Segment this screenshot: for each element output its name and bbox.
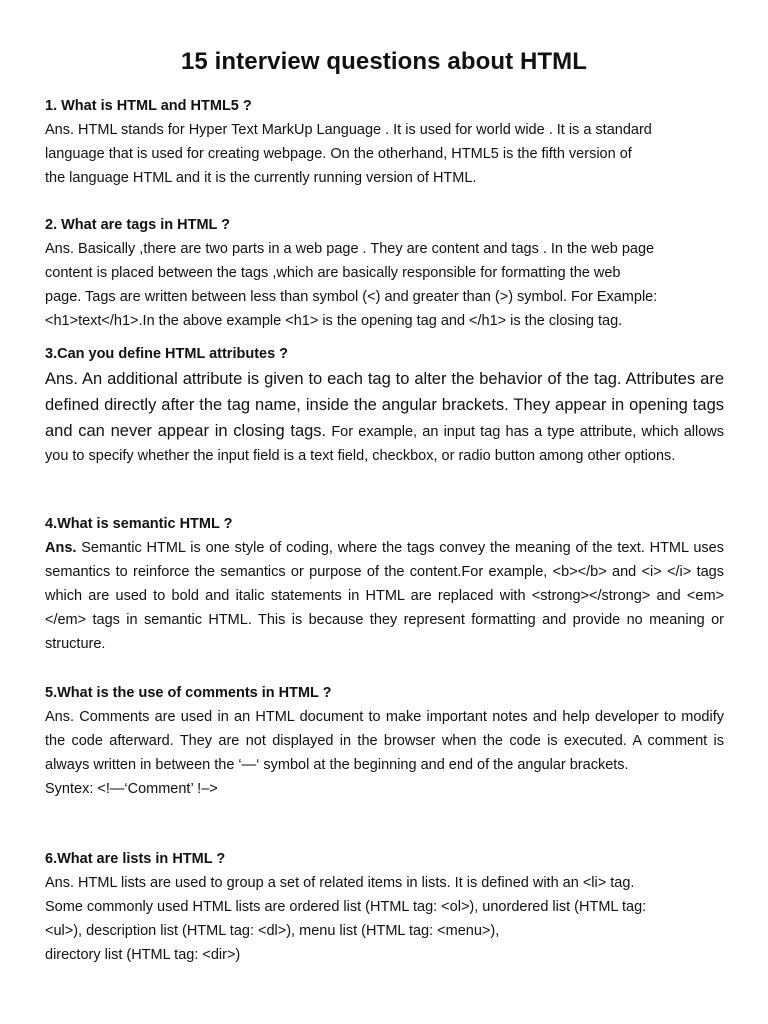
answer-text — [45, 536, 724, 656]
question-heading: 6.What are lists in HTML ? — [45, 851, 226, 867]
answer-line: content is placed between the tags ,which are basically responsible for formatting the web — [45, 265, 621, 281]
question-heading: 5.What is the use of comments in HTML ? — [45, 685, 332, 701]
answer-line: Ans. HTML lists are used to group a set of related items in lists. It is defined with an <li> tag. — [45, 875, 635, 891]
answer-line: <h1>text</h1>.In the above example <h1> is the opening tag and </h1> is the closing tag. — [45, 313, 623, 329]
answer-line: Ans. Basically ,there are two parts in a web page . They are content and tags . In the web page — [45, 241, 655, 257]
answer-text — [45, 366, 724, 468]
syntax-line: Syntex: <!—‘Comment’ !–> — [45, 781, 218, 797]
answer-label: Ans. — [45, 540, 77, 556]
answer-text: Ans. Comments are used in an HTML document to make important notes and help developer to modify the code afterward. They are not displayed in the browser when the code is executed. A comment is always written in between the ‘—‘ symbol at the beginning and end of the angular brackets. — [45, 709, 724, 773]
question-heading: 3.Can you define HTML attributes ? — [45, 346, 289, 362]
page-title: 15 interview questions about HTML — [180, 48, 587, 75]
answer-line: page. Tags are written between less than symbol (<) and greater than (>) symbol. For Example: — [45, 289, 658, 305]
answer-line: Some commonly used HTML lists are ordered list (HTML tag: <ol>), unordered list (HTML tag: — [45, 899, 647, 915]
answer-line: language that is used for creating webpage. On the otherhand, HTML5 is the fifth version of — [45, 146, 632, 162]
answer-text — [45, 871, 724, 967]
answer-body: Semantic HTML is one style of coding, where the tags convey the meaning of the text. HTML uses semantics to reinforce the semantics or purpose of the content.For example, <b></b> and <i> </i> tags which are used to bold and italic statements in HTML are replaced with <strong></strong> and <em></em> tags in semantic HTML. This is because they represent formatting and provide no meaning or structure. — [45, 540, 724, 652]
question-6 — [45, 847, 724, 967]
answer-line: Ans. HTML stands for Hyper Text MarkUp Language . It is used for world wide . It is a standard — [45, 122, 652, 138]
answer-line: the language HTML and it is the currently running version of HTML. — [45, 170, 477, 186]
answer-text — [45, 237, 724, 333]
answer-example-text: For example, an input tag has a type attribute, which allows you to specify whether the input field is a text field, checkbox, or radio button among other options. — [45, 424, 725, 464]
question-3 — [45, 342, 724, 468]
question-5 — [45, 681, 724, 801]
answer-line: <ul>), description list (HTML tag: <dl>), menu list (HTML tag: <menu>), — [45, 923, 500, 939]
answer-line: directory list (HTML tag: <dir>) — [45, 947, 241, 963]
question-4 — [45, 512, 724, 656]
question-heading: 1. What is HTML and HTML5 ? — [45, 98, 252, 114]
answer-main-text: Ans. An additional attribute is given to each tag to alter the behavior of the tag. Attributes are defined directly after the tag name, inside the angular brackets. They appear in opening tags and can never appear in closing tags. — [45, 370, 724, 440]
answer-text — [45, 118, 724, 190]
question-2 — [45, 213, 724, 333]
question-heading: 2. What are tags in HTML ? — [45, 217, 231, 233]
question-1 — [45, 94, 724, 190]
question-heading: 4.What is semantic HTML ? — [45, 516, 233, 532]
